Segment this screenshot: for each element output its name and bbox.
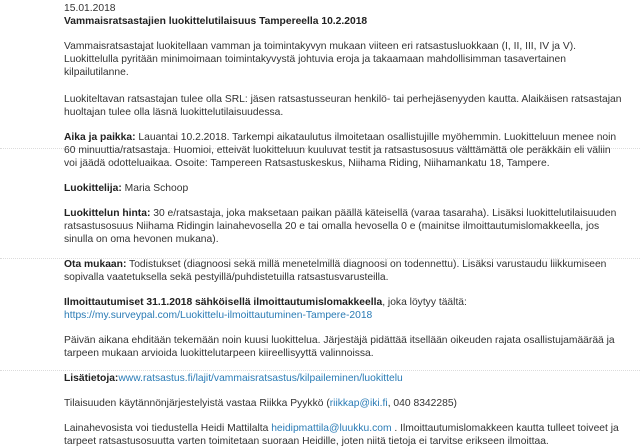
signup-link[interactable]: https://my.surveypal.com/Luokittelu-ilmoittautuminen-Tampere-2018 [64, 310, 373, 321]
classifier-text: Maria Schoop [121, 183, 189, 194]
time-place-label: Aika ja paikka: [64, 132, 136, 143]
bring-paragraph [64, 258, 624, 284]
horses-paragraph [64, 422, 624, 448]
time-place-paragraph [64, 131, 624, 170]
post-date: 15.01.2018 [64, 3, 116, 14]
horses-text-start: Lainahevosista voi tiedustella Heidi Mattilalta [64, 423, 272, 434]
facility-email-link[interactable]: riikkap@iki.fi [329, 398, 388, 409]
selection-paragraph: Päivän aikana ehditään tekemään noin kuusi luokittelua. Järjestäjä pidättää itsellään oikeuden rajata osallistujamäärää ja tarpeen mukaan arvioida luokittelutarpeen kiireellisyyttä valinnoissa. [64, 335, 615, 359]
facility-contact-text: Tilaisuuden käytännönjärjestelyistä vastaa Riikka Pyykkö ( [64, 398, 330, 409]
horses-text-end: . Ilmoittautumislomakkeen kautta tulleet toiveet ja tarpeet ratsastusosuutta varten toimitetaan suoraan Heidille, joten niitä tietoja ei tarvitse erikseen ilmoittaa. [64, 423, 619, 447]
price-text: 30 e/ratsastaja, joka maksetaan paikan päällä käteisellä (varaa tasaraha). Lisäksi luokittelutilaisuuden ratsastusosuus Niihama Ridingin lainahevosella 20 e tai omalla hevosella 0 e (mainitse ilmoittautumislomakkeella, jos sinulla on oma hevonen mukana). [64, 208, 617, 245]
intro-paragraph: Vammaisratsastajat luokitellaan vamman ja toimintakyvyn mukaan viiteen eri ratsastusluokkaan (I, II, III, IV ja V). Luokittelulla pyritään minimoimaan toimintakyvystä johtuvia eroja ja takaamaan mahdollisimman tasavertainen kilpailutilanne. [64, 41, 577, 78]
price-paragraph [64, 207, 624, 246]
membership-paragraph: Luokiteltavan ratsastajan tulee olla SRL: jäsen ratsastusseuran henkilö- tai perhejäsenyyden kautta. Alaikäisen ratsastajan huoltajan tulee olla läsnä luokittelutilaisuudessa. [64, 94, 622, 118]
signup-text: , joka löytyy täältä: [382, 297, 467, 308]
horses-email-link[interactable]: heidipmattila@luukku.com [271, 423, 392, 434]
more-info-label: Lisätietoja: [64, 373, 119, 384]
facility-contact-paragraph [64, 397, 624, 410]
facility-phone: , 040 8342285) [387, 398, 457, 409]
more-info-paragraph [64, 372, 624, 385]
price-label: Luokittelun hinta: [64, 208, 151, 219]
signup-label: Ilmoittautumiset 31.1.2018 sähköisellä ilmoittautumislomakkeella [64, 297, 383, 308]
signup-paragraph [64, 296, 624, 322]
time-place-text: Lauantai 10.2.2018. Tarkempi aikataulutus ilmoitetaan osallistujille myöhemmin. Luokitteluun menee noin 60 minuuttia/ratsastaja. Huomioi, etteivät luokitteluun kuuluvat testit ja ratsastusosuus välttämättä ole peräkkäin eli väliin voi jäädä odotteluaikaa. Osoite: Tampereen Ratsastuskeskus, Niihama Riding, Niihamankatu 18, Tampere. [64, 132, 617, 169]
bring-text: Todistukset (diagnoosi sekä millä menetelmillä diagnoosi on todennettu). Lisäksi varustaudu liikkumiseen sopivalla vaatetuksella sekä pestyillä/puhdistetuilla ratsastusvarusteilla. [64, 259, 607, 283]
post-title: Vammaisratsastajien luokittelutilaisuus Tampereella 10.2.2018 [64, 16, 368, 27]
post-content [64, 2, 624, 448]
bring-label: Ota mukaan: [64, 259, 127, 270]
classifier-paragraph [64, 182, 624, 195]
more-info-link[interactable]: www.ratsastus.fi/lajit/vammaisratsastus/kilpaileminen/luokittelu [118, 373, 403, 384]
classifier-label: Luokittelija: [64, 183, 122, 194]
